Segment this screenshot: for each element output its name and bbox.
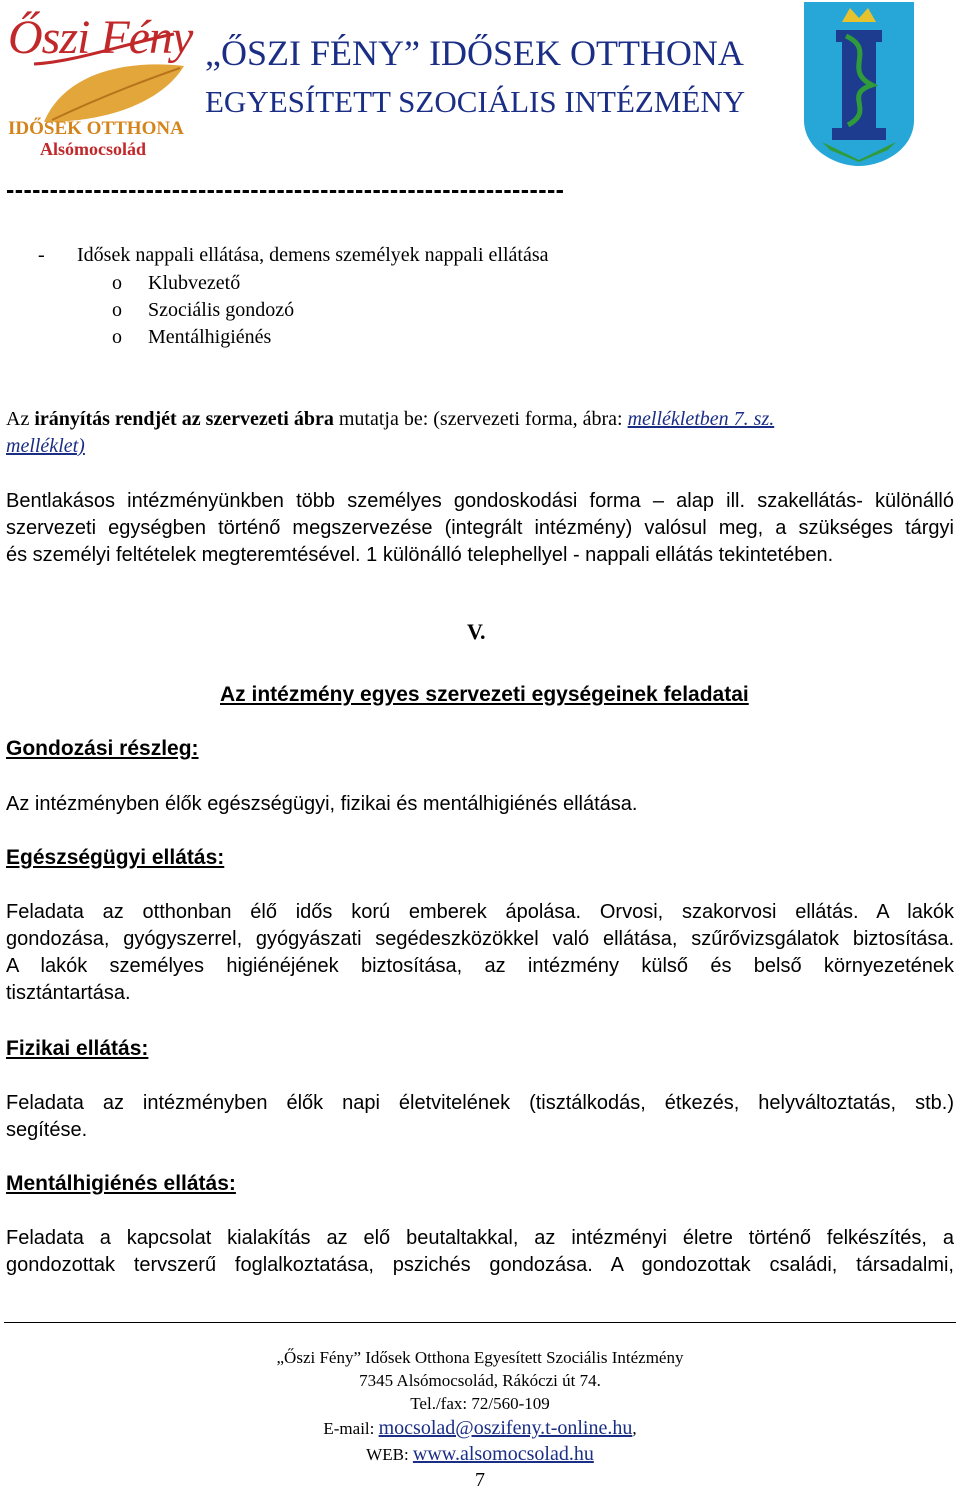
gondozasi-text: Az intézményben élők egészségügyi, fizikai és mentálhigiénés ellátása. [6, 793, 638, 815]
sub-bullet: o [112, 299, 122, 321]
text-line: szervezeti egységben történő megszervezése (integrált intézmény) valósul meg, a szükséges tárgyi [6, 517, 954, 539]
bold-text: irányítás rendjét az szervezeti ábra [34, 408, 334, 430]
header-separator: ---------------------------------------------------------------- [6, 176, 565, 204]
logo-location: Alsómocsolád [40, 139, 147, 159]
list-item-sub: Szociális gondozó [148, 299, 295, 321]
text-line: Feladata a kapcsolat kialakítás az elő beutaltakkal, az intézményi életre történő felkészítés, a [6, 1227, 954, 1249]
text-line: tisztántartása. [6, 982, 131, 1004]
text-run: Az [6, 408, 35, 430]
section-title: Az intézmény egyes szervezeti egységeinek feladatai [220, 683, 749, 706]
paragraph-iranyitas-cont [6, 433, 85, 460]
email-suffix: , [632, 1419, 637, 1438]
sub-bullet: o [112, 326, 122, 348]
email-link[interactable]: mocsolad@oszifeny.t-online.hu [378, 1417, 633, 1439]
text-line: gondozottak tervszerű foglalkoztatása, pszichés gondozása. A gondozottak családi, társadalmi, [6, 1254, 954, 1276]
footer-address: 7345 Alsómocsolád, Rákóczi út 74. [359, 1371, 601, 1390]
footer-institution: „Őszi Fény” Idősek Otthona Egyesített Szociális Intézmény [276, 1348, 684, 1367]
paragraph-iranyitas [6, 406, 954, 433]
annex-link[interactable]: mellékletben 7. sz. [627, 408, 775, 430]
web-label: WEB: [366, 1445, 413, 1464]
list-item-sub: Mentálhigiénés [148, 326, 272, 348]
heading-gondozasi: Gondozási részleg: [6, 737, 199, 760]
footer-web [0, 1443, 960, 1466]
sub-bullet: o [112, 272, 122, 294]
paragraph-egeszsegugyi [6, 899, 954, 1007]
text-run: mutatja be: (szervezeti forma, ábra: [333, 408, 628, 430]
logo-subtitle: IDŐSEK OTTHONA [8, 118, 184, 139]
list-item-main: Idősek nappali ellátása, demens személyek nappali ellátása [77, 244, 549, 266]
text-line: gondozása, gyógyszerrel, gyógyászati segédeszközökkel való ellátása, szűrővizsgálatok biztosítása. [6, 928, 954, 950]
heading-fizikai: Fizikai ellátás: [6, 1037, 149, 1060]
text-line: és személyi feltételek megteremtésével. 1 különálló telephellyel - nappali ellátás tekintetében. [6, 544, 834, 566]
text-line: Feladata az otthonban élő idős korú emberek ápolása. Orvosi, szakorvosi ellátás. A lakók [6, 901, 954, 923]
footer-divider [4, 1322, 956, 1323]
footer-phone: Tel./fax: 72/560-109 [410, 1394, 550, 1413]
coat-of-arms-icon [802, 0, 916, 168]
heading-mentalhigienes: Mentálhigiénés ellátás: [6, 1172, 236, 1195]
institution-name: „ŐSZI FÉNY” IDŐSEK OTTHONA [205, 33, 744, 73]
paragraph-mentalhigienes [6, 1225, 954, 1279]
text-line: Bentlakásos intézményünkben több személyes gondoskodási forma – alap ill. szakellátás- különálló [6, 490, 954, 512]
logo-script-title: Őszi Fény [8, 11, 193, 64]
page-number: 7 [475, 1469, 485, 1491]
paragraph-fizikai [6, 1090, 954, 1144]
text-line: segítése. [6, 1119, 88, 1141]
list-item-sub: Klubvezető [148, 272, 241, 294]
institution-type: EGYESÍTETT SZOCIÁLIS INTÉZMÉNY [205, 84, 746, 119]
email-label: E-mail: [323, 1419, 379, 1438]
text-line: Feladata az intézményben élők napi életvitelének (tisztálkodás, étkezés, helyváltoztatás, stb.) [6, 1092, 954, 1114]
list-dash: - [38, 244, 45, 266]
section-number: V. [467, 619, 486, 644]
heading-egeszsegugyi: Egészségügyi ellátás: [6, 846, 225, 869]
annex-link-cont[interactable]: melléklet) [6, 435, 85, 457]
web-link[interactable]: www.alsomocsolad.hu [412, 1443, 594, 1465]
text-line: A lakók személyes higiénéjének biztosítása, az intézmény külső és belső környezetének [6, 955, 954, 977]
footer-email [0, 1417, 960, 1440]
paragraph-bentlakasos [6, 488, 954, 569]
